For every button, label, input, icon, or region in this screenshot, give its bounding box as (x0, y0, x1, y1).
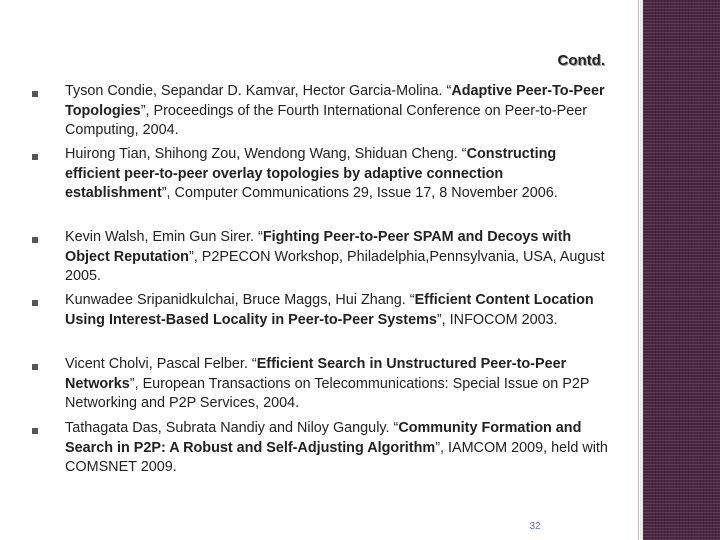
reference-title: Adaptive Peer-To-Peer Topologies (65, 83, 605, 119)
reference-details: ”, INFOCOM 2003. (436, 311, 558, 328)
reference-item (65, 82, 610, 141)
bullet-icon (32, 91, 38, 97)
sidebar-divider-line (638, 0, 639, 540)
reference-details: ”, IAMCOM 2009, held with COMSNET 2009. (65, 439, 608, 476)
reference-item (65, 228, 610, 287)
reference-authors: Vicent Cholvi, Pascal Felber. “ (65, 356, 257, 372)
bullet-icon (32, 428, 38, 434)
reference-title: Community Formation and Search in P2P: A Robust and Self-Adjusting Algorithm (65, 420, 582, 456)
reference-title: Fighting Peer-to-Peer SPAM and Decoys with Object Reputation (65, 229, 572, 265)
reference-details: ”, P2PECON Workshop, Philadelphia,Pennsylvania, USA, August 2005. (65, 248, 605, 285)
reference-authors: Kunwadee Sripanidkulchai, Bruce Maggs, Hui Zhang. “ (65, 292, 415, 308)
bullet-icon (32, 154, 38, 160)
bullet-icon (32, 364, 38, 370)
reference-details: ”, Computer Communications 29, Issue 17, 8 November 2006. (161, 185, 558, 202)
reference-authors: Tyson Condie, Sepandar D. Kamvar, Hector Garcia-Molina. “ (65, 83, 452, 99)
reference-item (65, 355, 610, 414)
reference-authors: Tathagata Das, Subrata Nandiy and Niloy Ganguly. “ (65, 420, 399, 436)
page-number: 32 (529, 521, 541, 532)
reference-item (65, 419, 610, 478)
reference-authors: Huirong Tian, Shihong Zou, Wendong Wang, Shiduan Cheng. “ (65, 146, 467, 162)
reference-authors: Kevin Walsh, Emin Gun Sirer. “ (65, 229, 263, 245)
reference-item (65, 291, 610, 330)
reference-item (65, 145, 610, 204)
reference-details: ”, Proceedings of the Fourth International Conference on Peer-to-Peer Computing, 2004. (65, 102, 588, 139)
reference-details: ”, European Transactions on Telecommunications: Special Issue on P2P Networking and P2P Services, 2004. (65, 375, 590, 412)
reference-title: Efficient Search in Unstructured Peer-to-Peer Networks (65, 356, 567, 392)
reference-title: Efficient Content Location Using Interest-Based Locality in Peer-to-Peer Systems (65, 292, 594, 328)
reference-title: Constructing efficient peer-to-peer overlay topologies by adaptive connection establishment (65, 146, 557, 202)
slide-title: Contd. (557, 52, 605, 69)
decorative-sidebar (643, 0, 720, 540)
bullet-icon (32, 300, 38, 306)
bullet-icon (32, 237, 38, 243)
